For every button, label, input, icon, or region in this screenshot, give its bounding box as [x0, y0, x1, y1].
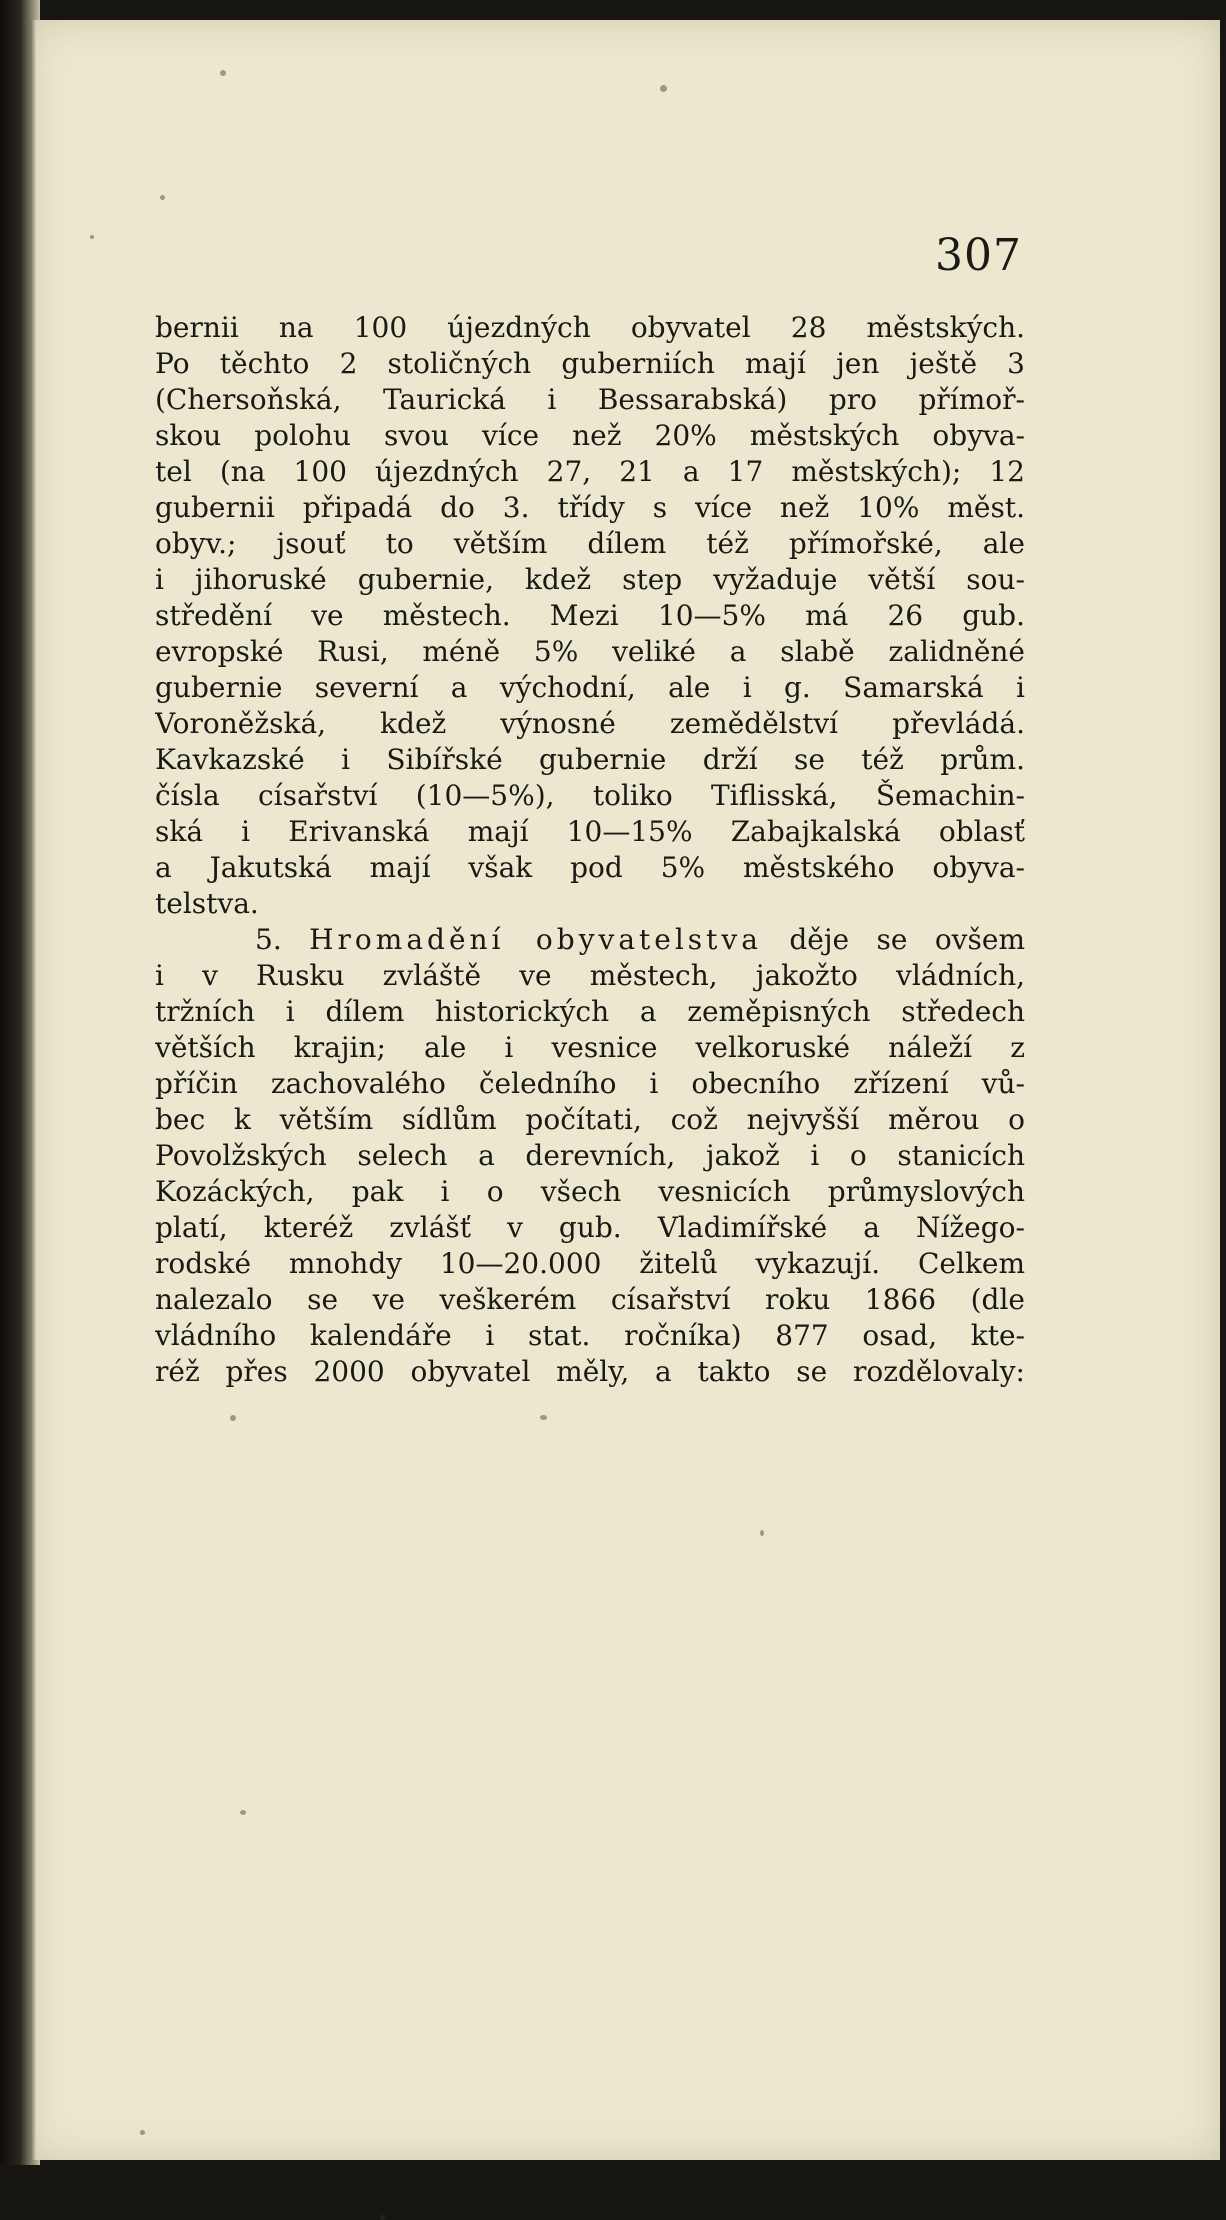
paper-speck — [220, 70, 226, 76]
page-gutter — [30, 20, 36, 2160]
text-line: platí, kteréž zvlášť v gub. Vladimířské a Nížego- — [155, 1211, 1025, 1244]
text-line: gubernii připadá do 3. třídy s více než 10% měst. — [155, 491, 1025, 524]
text-line: Po těchto 2 stoličných guberniích mají jen ještě 3 — [155, 347, 1025, 380]
text-line: ská i Erivanská mají 10—15% Zabajkalská oblasť — [155, 815, 1025, 848]
text-line: bec k větším sídlům počítati, což nejvyšší měrou o — [155, 1103, 1025, 1136]
section-heading-line — [155, 922, 1025, 958]
book-page — [30, 20, 1220, 2160]
paper-speck — [230, 1415, 236, 1421]
text-line: réž přes 2000 obyvatel měly, a takto se rozdělovaly: — [155, 1355, 1025, 1388]
text-line: Kozáckých, pak i o všech vesnicích průmyslových — [155, 1175, 1025, 1208]
paper-speck — [380, 2215, 385, 2220]
paper-speck — [140, 2130, 145, 2135]
paragraph-end-line: telstva. — [155, 887, 259, 920]
section-number: 5. — [255, 923, 282, 956]
text-line: Voroněžská, kdež výnosné zemědělství převládá. — [155, 707, 1025, 740]
text-line: evropské Rusi, méně 5% veliké a slabě zalidněné — [155, 635, 1025, 668]
text-line: a Jakutská mají však pod 5% městského obyva- — [155, 851, 1025, 884]
text-line: gubernie severní a východní, ale i g. Samarská i — [155, 671, 1025, 704]
text-line: větších krajin; ale i vesnice velkoruské náleží z — [155, 1031, 1025, 1064]
text-line: příčin zachovalého čeledního i obecního zřízení vů- — [155, 1067, 1025, 1100]
section-line-text: děje se ovšem — [761, 923, 1025, 956]
page-number: 307 — [935, 230, 1022, 281]
text-line: Kavkazské i Sibířské gubernie drží se též prům. — [155, 743, 1025, 776]
text-line: obyv.; jsouť to větším dílem též přímořské, ale — [155, 527, 1025, 560]
text-line: i v Rusku zvláště ve městech, jakožto vládních, — [155, 959, 1025, 992]
paper-speck — [760, 1530, 764, 1536]
text-line: čísla císařství (10—5%), toliko Tiflisská, Šemachin- — [155, 779, 1025, 812]
text-line: středění ve městech. Mezi 10—5% má 26 gub. — [155, 599, 1025, 632]
text-line: rodské mnohdy 10—20.000 žitelů vykazují. Celkem — [155, 1247, 1025, 1280]
text-line: bernii na 100 újezdných obyvatel 28 městských. — [155, 311, 1025, 344]
paper-speck — [90, 235, 94, 239]
paper-speck — [540, 1415, 547, 1420]
text-line: tržních i dílem historických a zeměpisných středech — [155, 995, 1025, 1028]
text-line: tel (na 100 újezdných 27, 21 a 17 městských); 12 — [155, 455, 1025, 488]
text-line: vládního kalendáře i stat. ročníka) 877 osad, kte- — [155, 1319, 1025, 1352]
section-title: Hromadění obyvatelstva — [309, 923, 762, 956]
body-text — [155, 310, 1025, 1390]
paper-speck — [160, 195, 165, 200]
text-line: Povolžských selech a derevních, jakož i o stanicích — [155, 1139, 1025, 1172]
text-line: nalezalo se ve veškerém císařství roku 1866 (dle — [155, 1283, 1025, 1316]
text-line: skou polohu svou více než 20% městských obyva- — [155, 419, 1025, 452]
paper-speck — [660, 85, 667, 92]
text-line: i jihoruské gubernie, kdež step vyžaduje větší sou- — [155, 563, 1025, 596]
text-line: (Chersoňská, Taurická i Bessarabská) pro přímoř- — [155, 383, 1025, 416]
paper-speck — [240, 1810, 246, 1815]
